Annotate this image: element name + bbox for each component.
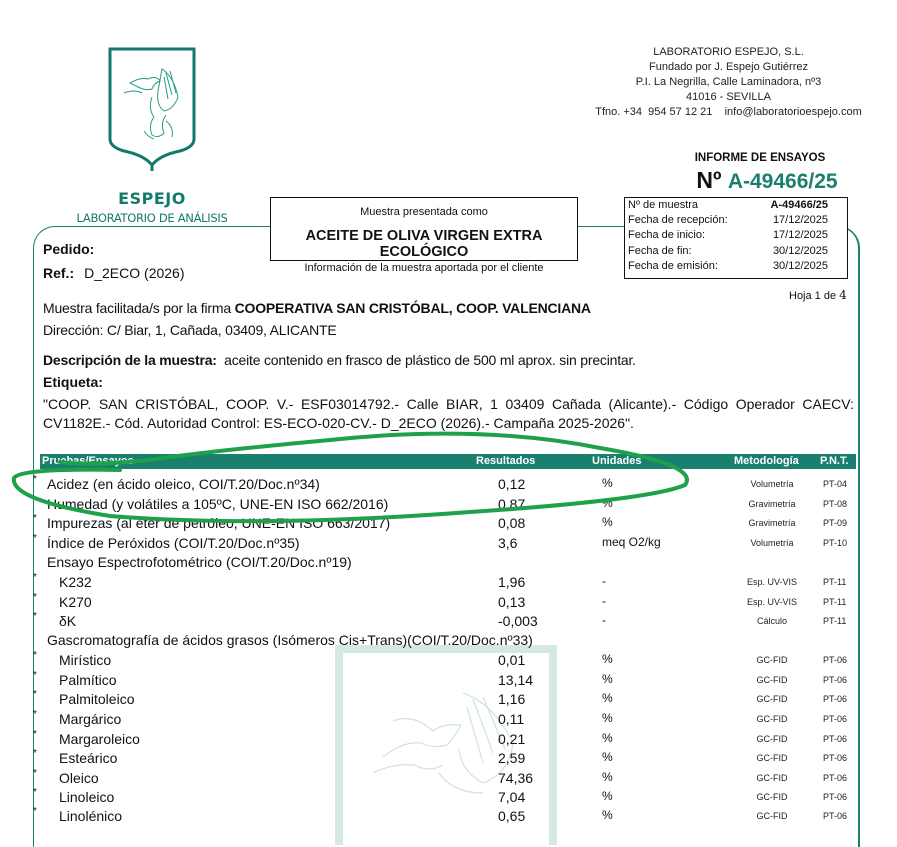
client-firm (43, 300, 591, 316)
description-value: aceite contenido en frasco de plástico de 500 ml aprox. sin precintar. (224, 352, 636, 368)
lab-address: P.I. La Negrilla, Calle Laminadora, nº3 (635, 76, 822, 88)
test-unit: % (602, 750, 613, 764)
test-method: GC-FID (756, 675, 788, 685)
sample-info-label: Fecha de emisión: (628, 259, 718, 272)
lab-contact: Tfno. +34 954 57 12 21 info@laboratorioespejo.com (595, 106, 862, 118)
test-result: 0,65 (498, 808, 526, 824)
test-unit: % (602, 789, 613, 803)
col-result: Resultados (476, 455, 536, 467)
test-result: 13,14 (498, 672, 534, 688)
test-unit: - (602, 613, 606, 627)
table-row (30, 691, 856, 710)
test-method: GC-FID (756, 714, 788, 724)
sample-info-label: Fecha de recepción: (628, 214, 728, 227)
griffin-shield-icon (108, 47, 196, 172)
sample-info-label: Fecha de fin: (628, 244, 692, 257)
test-result: 1,96 (498, 574, 526, 590)
required-marker: * (33, 572, 37, 583)
test-result: 0,12 (498, 476, 526, 492)
sheet-total: 4 (839, 288, 847, 302)
table-row (30, 554, 856, 573)
sample-info-value: 17/12/2025 (772, 214, 828, 227)
test-method: GC-FID (756, 792, 788, 802)
required-marker: * (33, 670, 37, 681)
required-marker: * (33, 533, 37, 544)
test-unit: % (602, 711, 613, 725)
test-pnt: PT-08 (823, 499, 848, 509)
sheet-counter (789, 288, 847, 302)
test-name: Esteárico (59, 750, 118, 766)
required-marker: * (33, 592, 37, 603)
test-unit: % (602, 476, 613, 490)
test-pnt: PT-11 (823, 616, 847, 626)
test-result: 7,04 (498, 789, 526, 805)
test-pnt: PT-06 (823, 811, 848, 821)
report-number-prefix: Nº (696, 167, 722, 193)
test-unit: % (602, 515, 613, 529)
table-row (30, 594, 856, 613)
sample-info-label: Fecha de inicio: (628, 229, 706, 242)
test-name: Linoleico (59, 789, 115, 805)
test-name: Margárico (59, 711, 122, 727)
test-name: Mirístico (59, 652, 112, 668)
test-unit: - (602, 594, 606, 608)
test-result: 0,11 (498, 711, 525, 727)
test-pnt: PT-09 (823, 518, 848, 528)
test-result: 74,36 (498, 770, 534, 786)
test-name: Oleico (59, 770, 99, 786)
test-pnt: PT-06 (823, 734, 848, 744)
client-firm-name: COOPERATIVA SAN CRISTÓBAL, COOP. VALENCIANA (234, 300, 591, 316)
test-pnt: PT-06 (823, 694, 848, 704)
test-unit: % (602, 731, 613, 745)
test-unit: % (602, 672, 613, 686)
test-result: 0,87 (498, 496, 526, 512)
sample-info-row (628, 244, 844, 259)
sample-info-value: 17/12/2025 (772, 229, 828, 242)
required-marker: * (33, 709, 37, 720)
table-row (30, 613, 856, 632)
test-name: Humedad (y volátiles a 105ºC, UNE-EN ISO 662/2016) (47, 496, 389, 512)
test-result: 0,08 (498, 515, 526, 531)
sample-info-row (628, 213, 844, 228)
test-method: Gravimetría (748, 499, 796, 509)
test-method: GC-FID (756, 655, 788, 665)
required-marker: * (33, 689, 37, 700)
test-method: Esp. UV-VIS (746, 577, 798, 587)
test-pnt: PT-06 (823, 792, 848, 802)
test-pnt: PT-11 (823, 577, 847, 587)
required-marker: * (33, 768, 37, 779)
test-method: GC-FID (756, 734, 788, 744)
required-marker: * (33, 748, 37, 759)
required-marker: * (33, 729, 37, 740)
sample-info-row (628, 259, 844, 274)
test-pnt: PT-10 (823, 538, 848, 548)
sample-info-row (628, 228, 844, 243)
sample-presented-box (270, 197, 578, 261)
lab-header (560, 45, 897, 120)
table-row (30, 711, 856, 730)
col-method: Metodología (734, 455, 799, 467)
test-result: 3,6 (498, 535, 518, 551)
table-row (30, 808, 856, 827)
presented-product-line1: ACEITE DE OLIVA VIRGEN EXTRA (305, 228, 543, 244)
test-name: Margaroleico (59, 731, 140, 747)
test-pnt: PT-06 (823, 753, 848, 763)
required-marker: * (33, 806, 37, 817)
test-pnt: PT-11 (823, 597, 847, 607)
required-marker: * (33, 787, 37, 798)
logo-subtitle: LABORATORIO DE ANÁLISIS (76, 211, 228, 225)
presented-product-line2: ECOLÓGICO (379, 244, 469, 260)
order-label: Pedido: (43, 241, 95, 257)
test-unit: % (602, 808, 613, 822)
description-label: Descripción de la muestra: (43, 352, 217, 368)
table-row (30, 515, 856, 534)
required-marker: * (33, 474, 37, 485)
test-unit: % (602, 691, 613, 705)
test-unit: - (602, 574, 606, 588)
lab-city: 41016 - SEVILLA (685, 91, 771, 103)
table-row (30, 535, 856, 554)
required-marker: * (33, 513, 37, 524)
test-unit: % (602, 652, 613, 666)
test-name: Palmítico (59, 672, 117, 688)
test-method: GC-FID (756, 811, 788, 821)
col-test: Pruebas/Ensayos (42, 455, 134, 467)
test-result: 0,13 (498, 594, 526, 610)
table-row (30, 672, 856, 691)
test-name: K232 (59, 574, 92, 590)
order-ref (43, 265, 185, 281)
ref-label: Ref.: (43, 265, 75, 281)
test-name: Gascromatografía de ácidos grasos (Isómeros Cis+Trans)(COI/T.20/Doc.nº33) (47, 632, 533, 648)
sample-info-value: 30/12/2025 (772, 259, 828, 272)
test-method: Esp. UV-VIS (746, 597, 798, 607)
lab-company: LABORATORIO ESPEJO, S.L. (653, 46, 804, 58)
test-pnt: PT-06 (823, 714, 848, 724)
test-unit: % (602, 496, 613, 510)
test-pnt: PT-06 (823, 773, 848, 783)
table-row (30, 750, 856, 769)
required-marker: * (33, 611, 37, 622)
sample-info-row (628, 198, 844, 213)
test-name: δK (59, 613, 77, 629)
report-number (672, 167, 862, 194)
label-heading: Etiqueta: (43, 374, 103, 390)
test-method: Gravimetría (748, 518, 796, 528)
presented-product (271, 228, 577, 260)
sample-info-box (624, 197, 848, 279)
test-name: Acidez (en ácido oleico, COI/T.20/Doc.nº34) (47, 476, 320, 492)
report-title: INFORME DE ENSAYOS (694, 152, 826, 164)
test-pnt: PT-06 (823, 655, 848, 665)
report-number-code: A-49466/25 (727, 170, 838, 193)
test-name: Palmitoleico (59, 691, 135, 707)
test-method: Cálculo (756, 616, 787, 626)
client-address: Dirección: C/ Biar, 1, Cañada, 03409, ALICANTE (43, 322, 337, 338)
test-result: 1,16 (498, 691, 526, 707)
col-unit: Unidades (592, 455, 642, 467)
table-row (30, 731, 856, 750)
table-row (30, 789, 856, 808)
sample-info-value: A-49466/25 (770, 199, 828, 211)
test-result: 0,01 (498, 652, 526, 668)
test-pnt: PT-04 (823, 479, 848, 489)
table-row (30, 632, 856, 651)
test-name: Índice de Peróxidos (COI/T.20/Doc.nº35) (47, 535, 300, 551)
test-method: Volumetría (750, 479, 794, 489)
table-row (30, 652, 856, 671)
table-row (30, 574, 856, 593)
test-unit: meq O2/kg (602, 535, 661, 549)
sheet-label: Hoja 1 de (789, 290, 837, 302)
test-name: K270 (59, 594, 92, 610)
table-row (30, 770, 856, 789)
test-result: -0,003 (498, 613, 538, 629)
test-method: GC-FID (756, 773, 788, 783)
test-name: Ensayo Espectrofotométrico (COI/T.20/Doc.nº19) (47, 554, 352, 570)
test-pnt: PT-06 (823, 675, 848, 685)
label-text: "COOP. SAN CRISTÓBAL, COOP. V.- ESF03014792.- Calle BIAR, 1 03409 Cañada (Alicante).- Código Operador CAECV: CV1182E.- Cód. Autoridad Control: ES-ECO-020-CV.- D_2ECO (2026).- Campaña 2025-2026". (43, 396, 854, 431)
presented-caption: Muestra presentada como (360, 206, 488, 218)
test-method: Volumetría (750, 538, 794, 548)
test-result: 0,21 (498, 731, 526, 747)
table-row (30, 476, 856, 495)
client-firm-prefix: Muestra facilitada/s por la firma (43, 300, 231, 316)
sample-info-label: Nº de muestra (628, 199, 699, 211)
logo-shield (108, 47, 196, 157)
sample-info-value: 30/12/2025 (772, 244, 828, 257)
sample-description (43, 352, 636, 368)
results-table-header (40, 454, 856, 469)
table-row (30, 496, 856, 515)
required-marker: * (33, 650, 37, 661)
presented-note: Información de la muestra aportada por el cliente (304, 262, 544, 274)
test-result: 2,59 (498, 750, 526, 766)
test-name: Impurezas (al éter de petróleo, UNE-EN ISO 663/2017) (47, 515, 391, 531)
lab-founded: Fundado por J. Espejo Gutiérrez (649, 61, 808, 73)
test-method: GC-FID (756, 694, 788, 704)
test-method: GC-FID (756, 753, 788, 763)
col-pnt: P.N.T. (820, 455, 849, 467)
ref-value: D_2ECO (2026) (84, 265, 185, 281)
test-name: Linolénico (59, 808, 123, 824)
test-unit: % (602, 770, 613, 784)
logo-name: ESPEJO (118, 189, 186, 208)
